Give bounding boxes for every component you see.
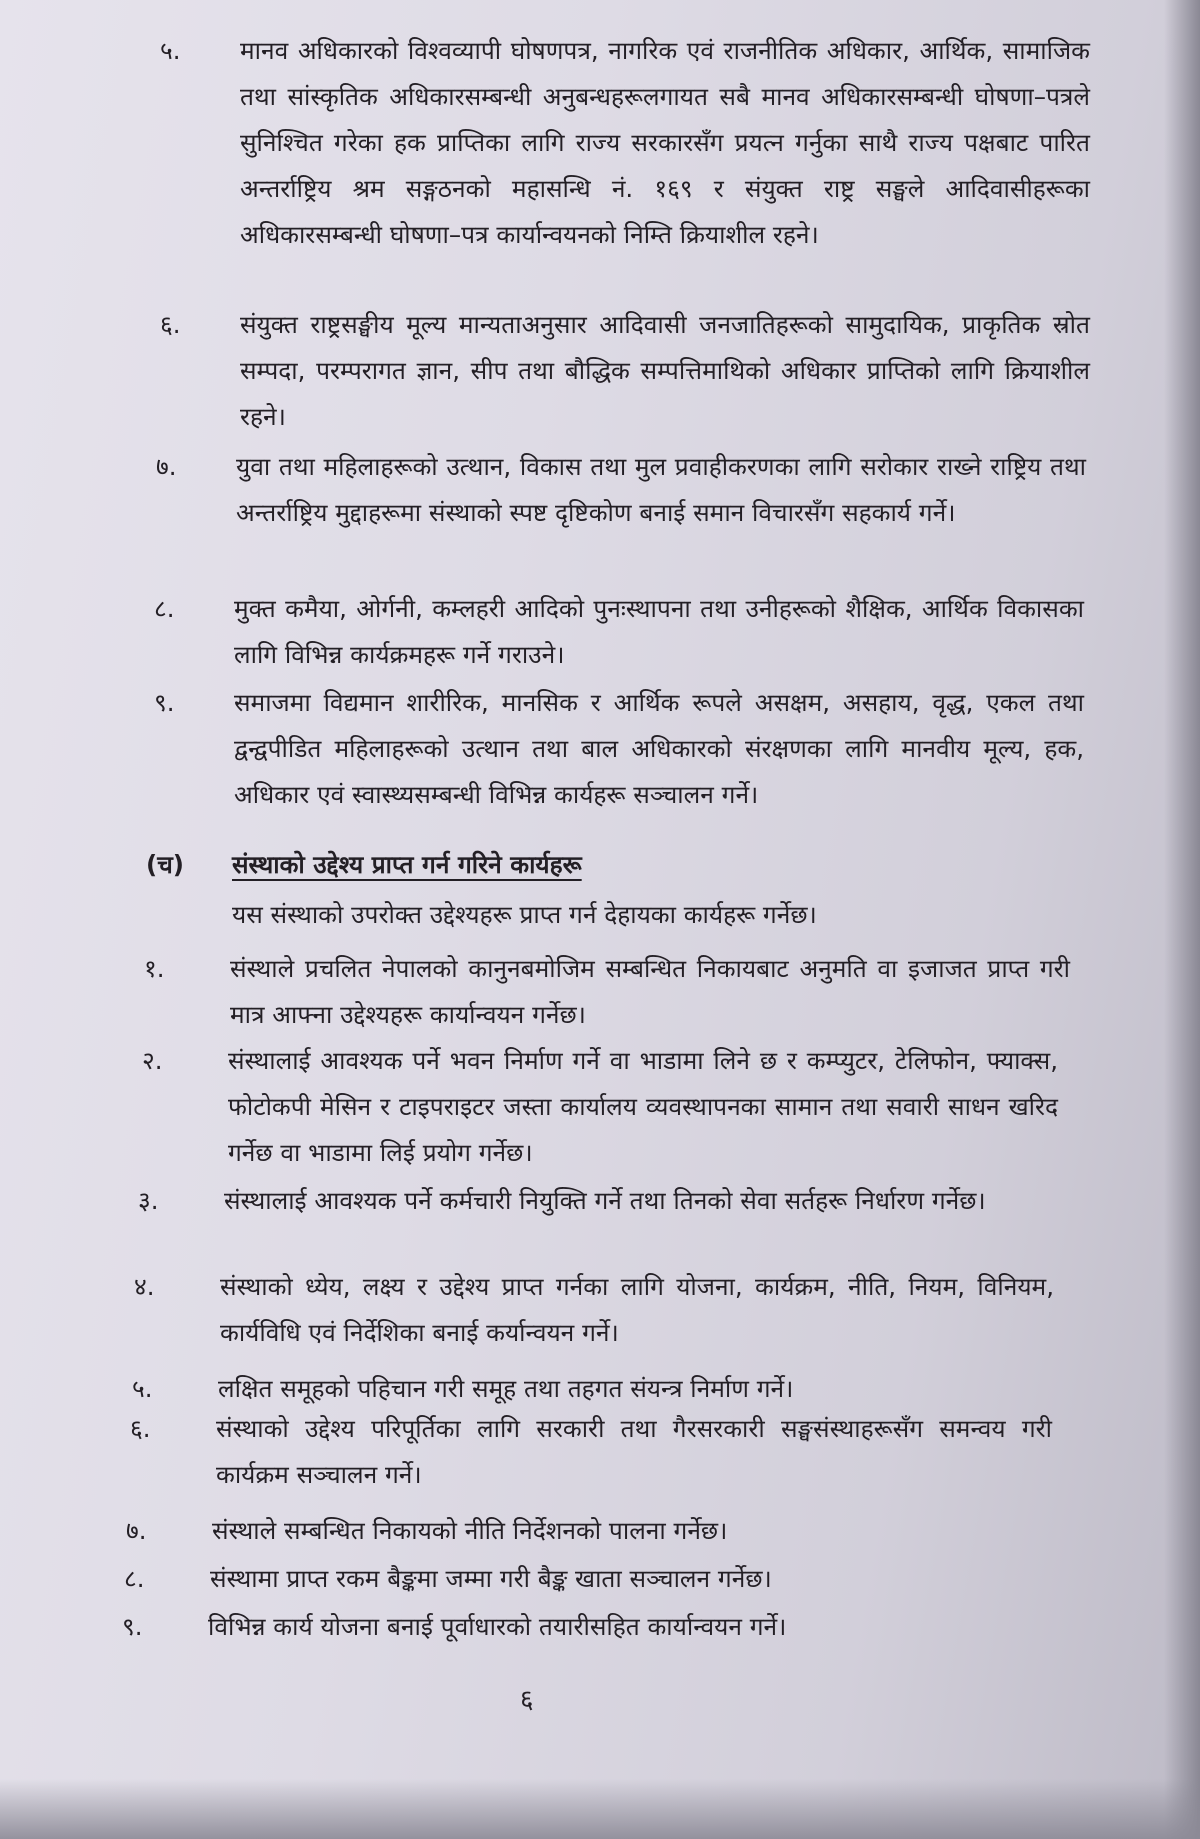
item-text: विभिन्न कार्य योजना बनाई पूर्वाधारको तयारीसहित कार्यान्वयन गर्ने। bbox=[208, 1612, 787, 1641]
item-number: ७. bbox=[156, 452, 177, 481]
item-number: ९. bbox=[154, 688, 175, 717]
list-item bbox=[126, 1508, 1052, 1554]
list-item bbox=[122, 1604, 1048, 1650]
item-number: ३. bbox=[138, 1186, 159, 1215]
page-bottom-shadow bbox=[0, 1779, 1200, 1839]
item-number: ४. bbox=[134, 1272, 155, 1301]
intro-text: यस संस्थाको उपरोक्त उद्देश्यहरू प्राप्त गर्न देहायका कार्यहरू गर्नेछ। bbox=[232, 900, 817, 929]
list-item bbox=[130, 1406, 1056, 1500]
item-text: संस्थाको उद्देश्य परिपूर्तिका लागि सरकारी तथा गैरसरकारी सङ्घसंस्थाहरूसँग समन्वय गरी कार्यक्रम सञ्चालन गर्ने। bbox=[216, 1414, 1052, 1489]
item-number: ६. bbox=[160, 310, 181, 339]
list-item bbox=[160, 28, 1090, 308]
item-text: लक्षित समूहको पहिचान गरी समूह तथा तहगत संयन्त्र निर्माण गर्ने। bbox=[218, 1374, 794, 1403]
item-number: ८. bbox=[154, 594, 175, 623]
item-number: ७. bbox=[126, 1516, 147, 1545]
item-number: १. bbox=[144, 954, 165, 983]
section-title: संस्थाको उद्देश्य प्राप्त गर्न गरिने कार्यहरू bbox=[232, 850, 582, 879]
section-intro bbox=[232, 892, 1082, 938]
item-number: २. bbox=[142, 1046, 163, 1075]
item-text: संस्थालाई आवश्यक पर्ने कर्मचारी नियुक्ति गर्ने तथा तिनको सेवा सर्तहरू निर्धारण गर्नेछ। bbox=[224, 1186, 986, 1215]
list-item bbox=[142, 1038, 1062, 1178]
list-item bbox=[156, 444, 1086, 584]
item-text: युवा तथा महिलाहरूको उत्थान, विकास तथा मुल प्रवाहीकरणका लागि सरोकार राख्ने राष्ट्रिय तथा अन्तर्राष्ट्रिय मुद्दाहरूमा संस्थाको स्पष्ट दृष्टिकोण बनाई समान विचारसँग सहकार्य गर्ने। bbox=[236, 452, 1086, 527]
item-text: संस्थामा प्राप्त रकम बैङ्कमा जम्मा गरी बैङ्क खाता सञ्चालन गर्नेछ। bbox=[210, 1564, 772, 1593]
page-edge-shadow bbox=[1164, 0, 1200, 1839]
item-text: मुक्त कमैया, ओर्गनी, कम्लहरी आदिको पुनःस्थापना तथा उनीहरूको शैक्षिक, आर्थिक विकासका लागि विभिन्न कार्यक्रमहरू गर्ने गराउने। bbox=[234, 594, 1084, 669]
item-text: समाजमा विद्यमान शारीरिक, मानसिक र आर्थिक रूपले असक्षम, असहाय, वृद्ध, एकल तथा द्वन्द्वपीडित महिलाहरूको उत्थान तथा बाल अधिकारको संरक्षणका लागि मानवीय मूल्य, हक, अधिकार एवं स्वास्थ्यसम्बन्धी विभिन्न कार्यहरू सञ्चालन गर्ने। bbox=[234, 688, 1084, 809]
list-item bbox=[138, 1178, 1058, 1272]
item-text: संस्थालाई आवश्यक पर्ने भवन निर्माण गर्ने वा भाडामा लिने छ र कम्प्युटर, टेलिफोन, फ्याक्स, फोटोकपी मेसिन र टाइपराइटर जस्ता कार्यालय व्यवस्थापनका सामान तथा सवारी साधन खरिद गर्नेछ वा भाडामा लिई प्रयोग गर्नेछ। bbox=[228, 1046, 1058, 1167]
section-heading bbox=[146, 842, 1086, 888]
item-text: संयुक्त राष्ट्रसङ्घीय मूल्य मान्यताअनुसार आदिवासी जनजातिहरूको सामुदायिक, प्राकृतिक स्रोत सम्पदा, परम्परागत ज्ञान, सीप तथा बौद्धिक सम्पत्तिमाथिको अधिकार प्राप्तिको लागि क्रियाशील रहने। bbox=[240, 310, 1090, 431]
item-number: ५. bbox=[160, 36, 181, 65]
page-number: ६ bbox=[520, 1685, 534, 1715]
item-text: मानव अधिकारको विश्वव्यापी घोषणपत्र, नागरिक एवं राजनीतिक अधिकार, आर्थिक, सामाजिक तथा सांस्कृतिक अधिकारसम्बन्धी अनुबन्धहरूलगायत सबै मानव अधिकारसम्बन्धी घोषणा–पत्रले सुनिश्चित गरेका हक प्राप्तिका लागि राज्य सरकारसँग प्रयत्न गर्नुका साथै राज्य पक्षबाट पारित अन्तर्राष्ट्रिय श्रम सङ्गठनको महासन्धि नं. १६९ र संयुक्त राष्ट्र सङ्घले आदिवासीहरूका अधिकारसम्बन्धी घोषणा–पत्र कार्यान्वयनको निम्ति क्रियाशील रहने। bbox=[240, 36, 1090, 249]
list-item bbox=[124, 1556, 1050, 1602]
item-number: ८. bbox=[124, 1564, 145, 1593]
item-text: संस्थाको ध्येय, लक्ष्य र उद्देश्य प्राप्त गर्नका लागि योजना, कार्यक्रम, नीति, नियम, विनियम, कार्यविधि एवं निर्देशिका बनाई कर्यान्वयन गर्ने। bbox=[220, 1272, 1054, 1347]
item-text: संस्थाले प्रचलित नेपालको कानुनबमोजिम सम्बन्धित निकायबाट अनुमति वा इजाजत प्राप्त गरी मात्र आफ्ना उद्देश्यहरू कार्यान्वयन गर्नेछ। bbox=[230, 954, 1070, 1029]
list-item bbox=[160, 302, 1090, 442]
list-item bbox=[144, 946, 1074, 1040]
item-number: ९. bbox=[122, 1612, 143, 1641]
list-item bbox=[134, 1264, 1058, 1358]
item-text: संस्थाले सम्बन्धित निकायको नीति निर्देशनको पालना गर्नेछ। bbox=[212, 1516, 728, 1545]
list-item bbox=[154, 586, 1084, 680]
item-number: ५. bbox=[132, 1374, 153, 1403]
item-number: ६. bbox=[130, 1414, 151, 1443]
list-item bbox=[154, 680, 1084, 820]
section-label: (च) bbox=[146, 850, 184, 879]
